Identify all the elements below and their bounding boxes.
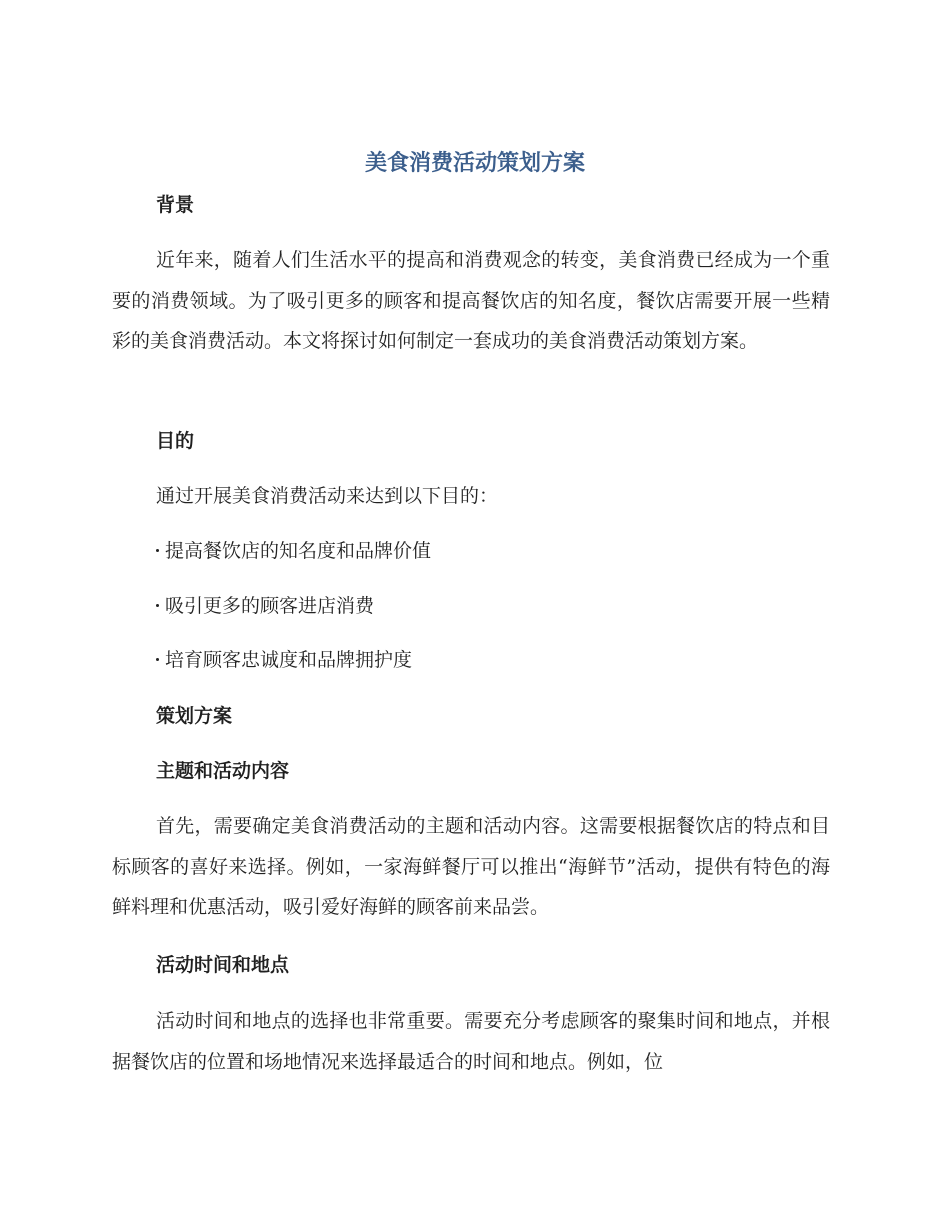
bullet-dot-icon: [156, 658, 159, 661]
bullet-dot-icon: [156, 549, 159, 552]
document-title: 美食消费活动策划方案: [364, 151, 585, 176]
list-item: [156, 591, 374, 621]
heading-background: 背景: [156, 194, 195, 216]
heading-plan: 策划方案: [156, 705, 233, 727]
list-item-text: 培育顾客忠诚度和品牌拥护度: [165, 649, 413, 671]
heading-theme: 主题和活动内容: [156, 760, 290, 782]
paragraph-background: 近年来，随着人们生活水平的提高和消费观念的转变，美食消费已经成为一个重要的消费领域。为了吸引更多的顾客和提高餐饮店的知名度，餐饮店需要开展一些精彩的美食消费活动。本文将探讨如何制定一套成功的美食消费活动策划方案。: [112, 249, 830, 352]
list-item-text: 吸引更多的顾客进店消费: [165, 595, 375, 617]
paragraph-time-place: 活动时间和地点的选择也非常重要。需要充分考虑顾客的聚集时间和地点，并根据餐饮店的位置和场地情况来选择最适合的时间和地点。例如，位: [112, 1010, 830, 1073]
bullet-dot-icon: [156, 604, 159, 607]
list-item: [156, 536, 431, 566]
list-item: [156, 645, 412, 675]
list-item-text: 提高餐饮店的知名度和品牌价值: [165, 540, 432, 562]
heading-purpose: 目的: [156, 430, 195, 452]
purpose-intro: 通过开展美食消费活动来达到以下目的：: [156, 485, 499, 507]
paragraph-theme: 首先，需要确定美食消费活动的主题和活动内容。这需要根据餐饮店的特点和目标顾客的喜好来选择。例如，一家海鲜餐厅可以推出“海鲜节”活动，提供有特色的海鲜料理和优惠活动，吸引爱好海鲜的顾客前来品尝。: [112, 815, 830, 918]
heading-time-place: 活动时间和地点: [156, 954, 290, 976]
